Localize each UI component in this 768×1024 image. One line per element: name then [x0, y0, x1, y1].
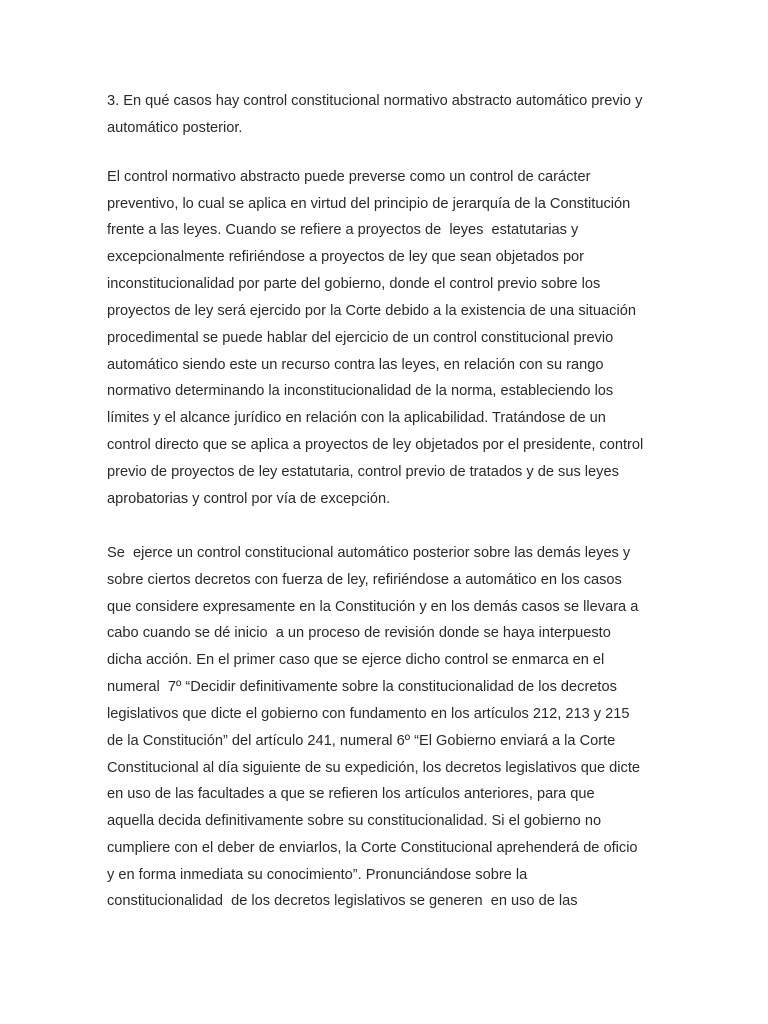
paragraph-line: preventivo, lo cual se aplica en virtud del principio de jerarquía de la Constitución — [107, 196, 631, 212]
paragraph-line: normativo determinando la inconstitucionalidad de la norma, estableciendo los — [107, 383, 614, 399]
paragraph-line: límites y el alcance jurídico en relación con la aplicabilidad. Tratándose de un — [107, 410, 606, 426]
paragraph-line: y en forma inmediata su conocimiento”. Pronunciándose sobre la — [107, 867, 528, 883]
paragraph-line: dicha acción. En el primer caso que se ejerce dicho control se enmarca en el — [107, 652, 605, 668]
paragraph-line: previo de proyectos de ley estatutaria, control previo de tratados y de sus leyes — [107, 464, 619, 480]
paragraph-line: excepcionalmente refiriéndose a proyectos de ley que sean objetados por — [107, 249, 585, 265]
paragraph-line: proyectos de ley será ejercido por la Corte debido a la existencia de una situación — [107, 303, 636, 319]
paragraph-line: numeral 7º “Decidir definitivamente sobre la constitucionalidad de los decretos — [107, 679, 617, 695]
paragraph-line: Se ejerce un control constitucional automático posterior sobre las demás leyes y — [107, 545, 631, 561]
paragraph-line: procedimental se puede hablar del ejercicio de un control constitucional previo — [107, 330, 614, 346]
paragraph-line: constitucionalidad de los decretos legislativos se generen en uso de las — [107, 893, 578, 909]
paragraph-line: aprobatorias y control por vía de excepción. — [107, 491, 391, 507]
paragraph-line: sobre ciertos decretos con fuerza de ley, refiriéndose a automático en los casos — [107, 572, 622, 588]
paragraph-line: Constitucional al día siguiente de su expedición, los decretos legislativos que dicte — [107, 760, 640, 776]
paragraph-line: en uso de las facultades a que se refieren los artículos anteriores, para que — [107, 786, 595, 802]
paragraph-line: cumpliere con el deber de enviarlos, la Corte Constitucional aprehenderá de oficio — [107, 840, 638, 856]
paragraph-line: El control normativo abstracto puede preverse como un control de carácter — [107, 169, 591, 185]
paragraph-line: control directo que se aplica a proyectos de ley objetados por el presidente, control — [107, 437, 644, 453]
paragraph-line: automático siendo este un recurso contra las leyes, en relación con su rango — [107, 357, 604, 373]
heading-line: automático posterior. — [107, 120, 243, 136]
paragraph-line: aquella decida definitivamente sobre su constitucionalidad. Si el gobierno no — [107, 813, 602, 829]
paragraph-line: que considere expresamente en la Constitución y en los demás casos se llevara a — [107, 599, 639, 615]
paragraph-line: cabo cuando se dé inicio a un proceso de revisión donde se haya interpuesto — [107, 625, 611, 641]
paragraph-line: frente a las leyes. Cuando se refiere a proyectos de leyes estatutarias y — [107, 222, 579, 238]
paragraph-line: de la Constitución” del artículo 241, numeral 6º “El Gobierno enviará a la Corte — [107, 733, 616, 749]
paragraph-line: legislativos que dicte el gobierno con fundamento en los artículos 212, 213 y 215 — [107, 706, 630, 722]
heading-line: 3. En qué casos hay control constitucional normativo abstracto automático previo y — [107, 93, 643, 109]
paragraph-line: inconstitucionalidad por parte del gobierno, donde el control previo sobre los — [107, 276, 601, 292]
